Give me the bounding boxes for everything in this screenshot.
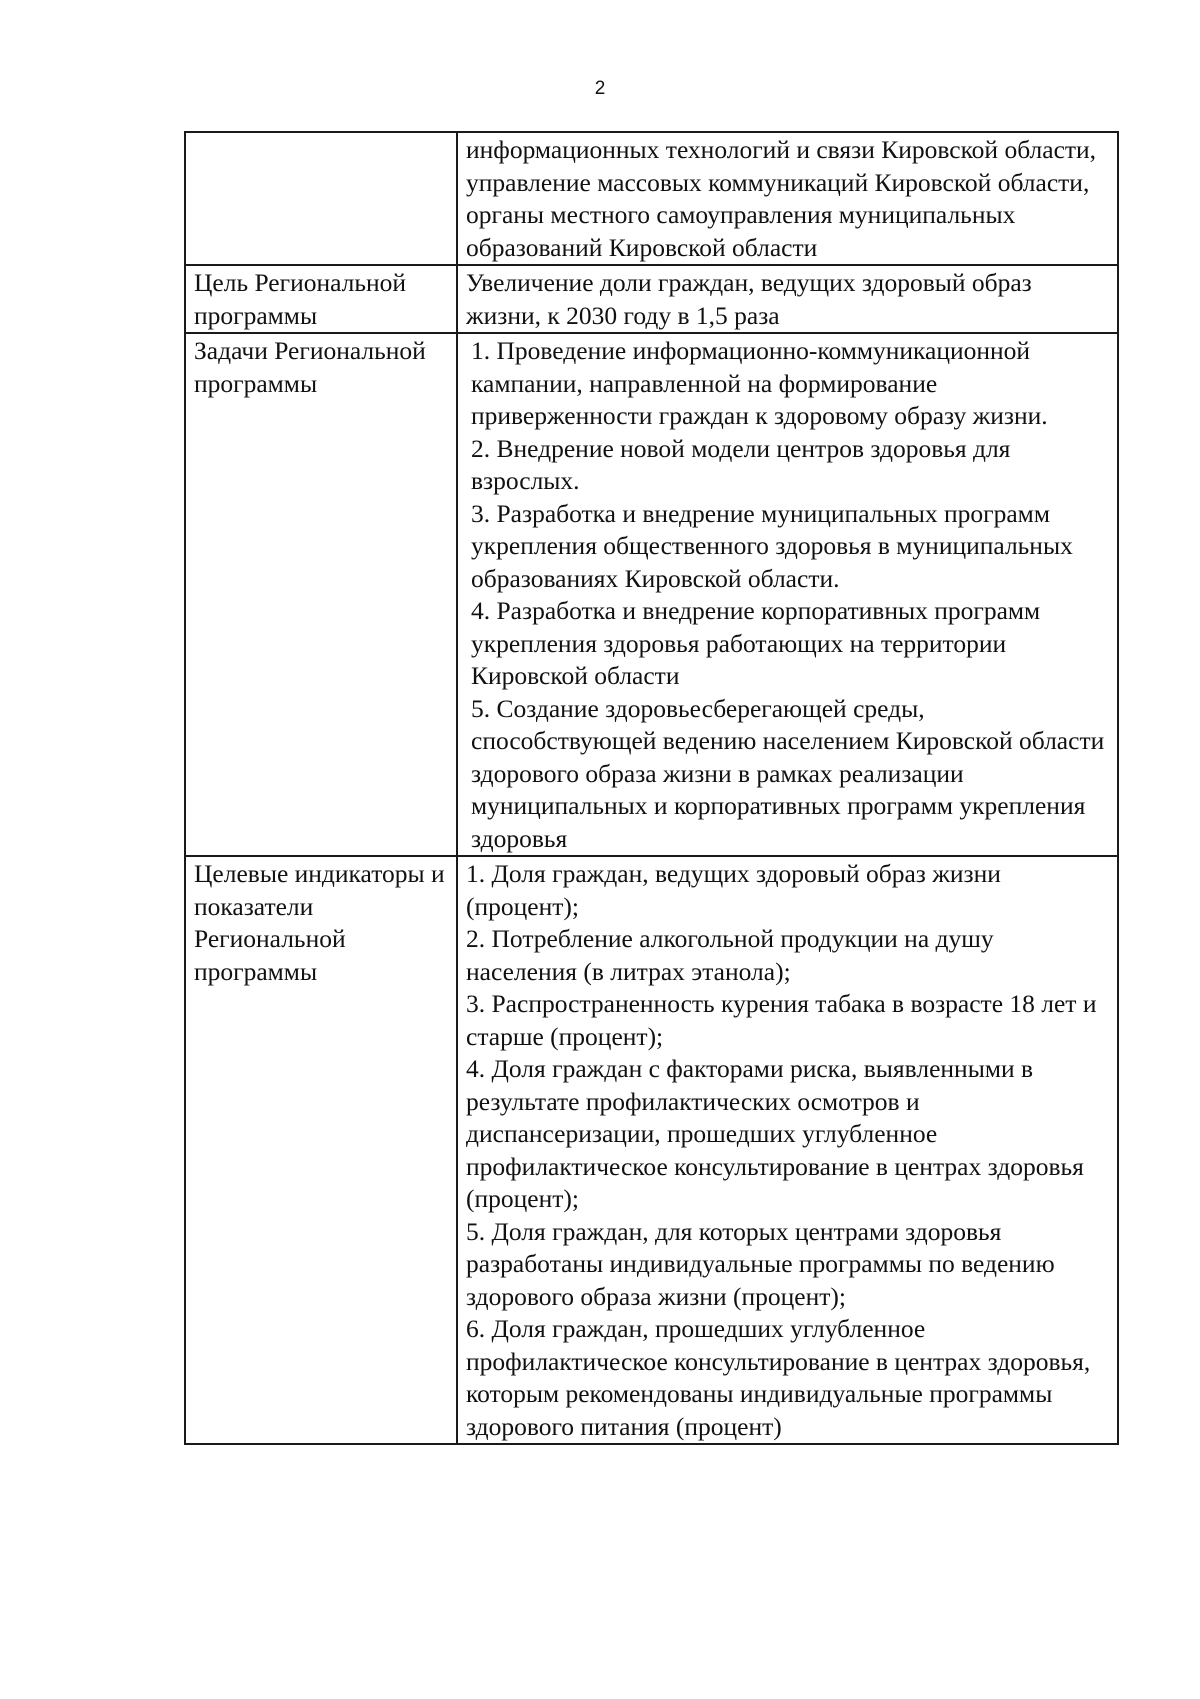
task-item: 1. Проведение информационно-коммуникационной кампании, направленной на формирование приверженности граждан к здоровому образу жизни. xyxy=(471,336,1048,430)
row-label: Цель Региональной программы xyxy=(185,265,457,333)
row-label: Задачи Региональной программы xyxy=(185,333,457,856)
task-item: 5. Создание здоровьесберегающей среды, способствующей ведению населением Кировской области здорового образа жизни в рамках реализации муниципальных и корпоративных программ укрепления здоровья xyxy=(471,693,1105,853)
indicator-item: 5. Доля граждан, для которых центрами здоровья разработаны индивидуальные программы по ведению здорового образа жизни (процент); xyxy=(466,1216,1055,1311)
executor-line: органы местного самоуправления муниципальных образований Кировской области xyxy=(466,200,1016,262)
table-row-executors xyxy=(185,132,1118,265)
table-row-goal xyxy=(185,265,1118,333)
row-content xyxy=(457,333,1118,856)
indicator-item: 4. Доля граждан с факторами риска, выявленными в результате профилактических осмотров и диспансеризации, прошедших углубленное профилактическое консультирование в центрах здоровья (процент); xyxy=(466,1054,1084,1213)
row-content xyxy=(457,265,1118,333)
indicator-item: 6. Доля граждан, прошедших углубленное профилактическое консультирование в центрах здоровья, которым рекомендованы индивидуальные программы здорового питания (процент) xyxy=(466,1314,1091,1441)
indicator-item: 3. Распространенность курения табака в возрасте 18 лет и старше (процент); xyxy=(466,989,1097,1051)
page-number: 2 xyxy=(594,78,606,99)
program-passport-table xyxy=(184,131,1119,1445)
row-label xyxy=(185,132,457,265)
row-content xyxy=(457,132,1118,265)
task-item: 4. Разработка и внедрение корпоративных программ укрепления здоровья работающих на территории Кировской области xyxy=(471,596,1041,690)
row-content xyxy=(457,856,1118,1444)
goal-text: Увеличение доли граждан, ведущих здоровый образ жизни, к 2030 году в 1,5 раза xyxy=(466,268,1032,330)
executor-line: управление массовых коммуникаций Кировской области, xyxy=(466,167,1090,197)
indicator-item: 2. Потребление алкогольной продукции на душу населения (в литрах этанола); xyxy=(466,924,994,986)
row-label: Целевые индикаторы и показатели Региональной программы xyxy=(185,856,457,1444)
task-item: 3. Разработка и внедрение муниципальных программ укрепления общественного здоровья в муниципальных образованиях Кировской области. xyxy=(471,498,1073,593)
indicator-item: 1. Доля граждан, ведущих здоровый образ жизни (процент); xyxy=(466,859,1001,921)
executor-line: информационных технологий и связи Кировской области, xyxy=(466,135,1097,164)
task-item: 2. Внедрение новой модели центров здоровья для взрослых. xyxy=(471,433,1011,495)
table-row-tasks xyxy=(185,333,1118,856)
table-row-indicators xyxy=(185,856,1118,1444)
